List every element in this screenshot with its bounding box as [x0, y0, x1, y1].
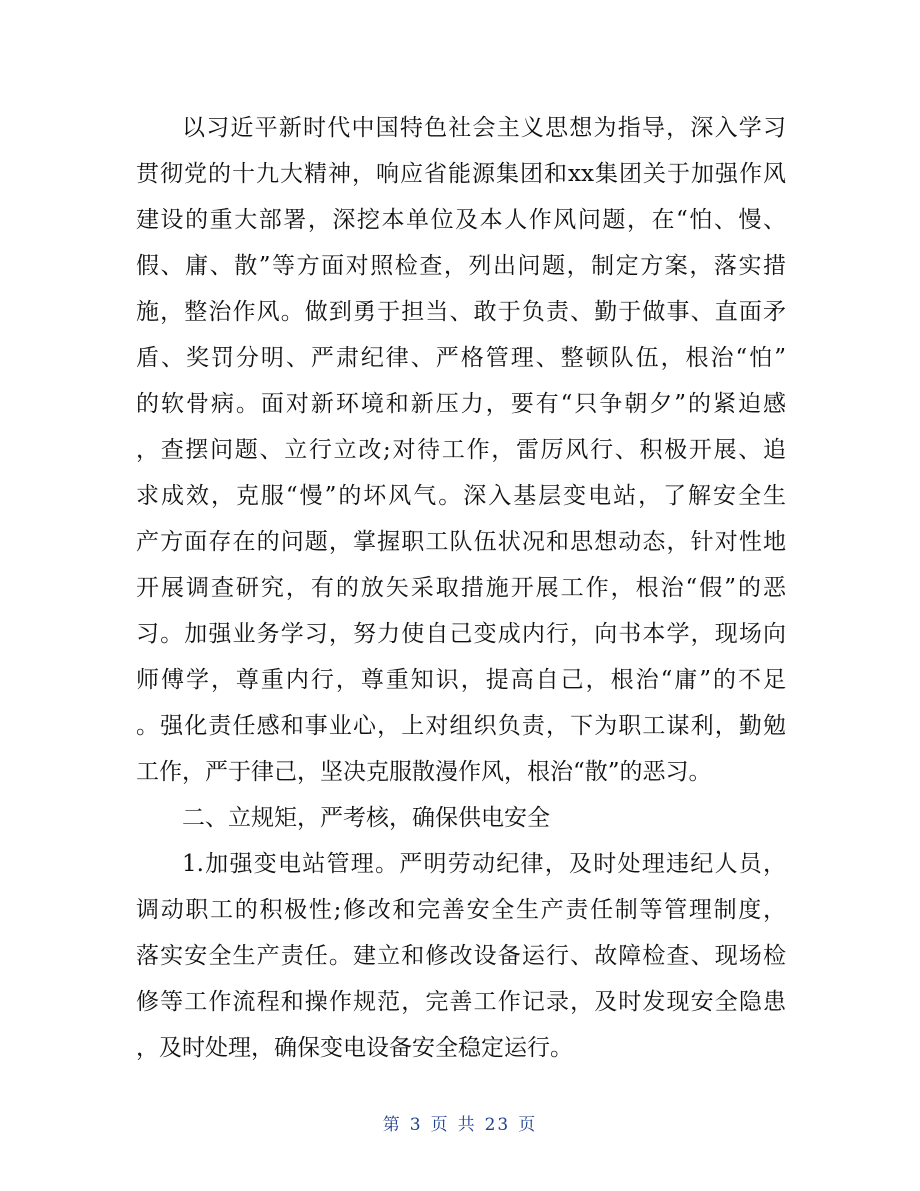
footer-total-label: 共	[457, 1115, 477, 1135]
text-line: 盾、奖罚分明、严肃纪律、严格管理、整顿队伍，根治“怕”	[136, 345, 786, 371]
text-line: 施，整治作风。做到勇于担当、敢于负责、勤于做事、直面矛	[136, 299, 786, 325]
text-line: 二、立规矩，严考核，确保供电安全	[182, 805, 550, 831]
footer-suffix: 页	[518, 1115, 538, 1135]
text-line: ，查摆问题、立行立改;对待工作，雷厉风行、积极开展、追	[136, 437, 786, 463]
text-line: 调动职工的积极性;修改和完善安全生产责任制等管理制度，	[136, 897, 786, 923]
text-line: 求成效，克服“慢”的坏风气。深入基层变电站，了解安全生	[136, 483, 786, 509]
text-line: 的软骨病。面对新环境和新压力，要有“只争朝夕”的紧迫感	[136, 391, 786, 417]
text-line: 落实安全生产责任。建立和修改设备运行、故障检查、现场检	[136, 943, 786, 969]
text-line: 产方面存在的问题，掌握职工队伍状况和思想动态，针对性地	[136, 529, 786, 555]
text-line: 以习近平新时代中国特色社会主义思想为指导，深入学习	[182, 115, 786, 141]
text-line: 习。加强业务学习，努力使自己变成内行，向书本学，现场向	[136, 621, 786, 647]
text-line: 建设的重大部署，深挖本单位及本人作风问题，在“怕、慢、	[136, 207, 786, 233]
text-line: 开展调查研究，有的放矢采取措施开展工作，根治“假”的恶	[136, 575, 786, 601]
text-line: ，及时处理，确保变电设备安全稳定运行。	[136, 1035, 573, 1061]
footer-prefix: 第	[382, 1115, 402, 1135]
footer-total-pages: 23	[484, 1115, 511, 1135]
page-footer	[0, 1110, 920, 1135]
text-line: 假、庸、散”等方面对照检查，列出问题，制定方案，落实措	[136, 253, 786, 279]
text-line: 师傅学，尊重内行，尊重知识，提高自己，根治“庸”的不足	[136, 667, 786, 693]
text-line: 贯彻党的十九大精神，响应省能源集团和xx集团关于加强作风	[136, 161, 786, 187]
text-line: 。强化责任感和事业心，上对组织负责，下为职工谋利，勤勉	[136, 713, 786, 739]
footer-page-unit: 页	[430, 1115, 450, 1135]
text-line: 1.加强变电站管理。严明劳动纪律，及时处理违纪人员，	[182, 851, 786, 877]
footer-current-page: 3	[409, 1115, 423, 1135]
document-body	[136, 105, 786, 1071]
text-line: 修等工作流程和操作规范，完善工作记录，及时发现安全隐患	[136, 989, 786, 1015]
text-line: 工作，严于律己，坚决克服散漫作风，根治“散”的恶习。	[136, 759, 712, 785]
